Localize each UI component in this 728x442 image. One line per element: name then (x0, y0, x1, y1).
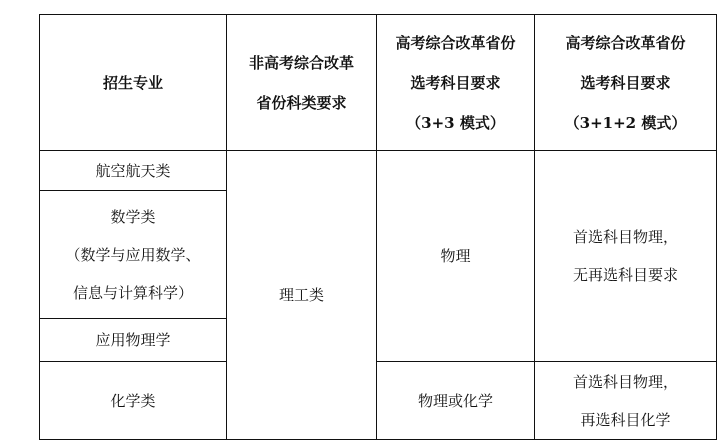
header-reform-3-3 (377, 15, 535, 151)
header-line: 省份科类要求 (256, 93, 347, 112)
header-line: （3+1+2 模式） (564, 113, 687, 132)
subject-requirements-table (39, 14, 717, 440)
reform-3-3-cell: 物理 (377, 151, 535, 362)
header-line: 选考科目要求 (410, 73, 501, 92)
header-line: 非高考综合改革 (248, 53, 354, 72)
table-row (40, 151, 717, 191)
reform-3-1-2-cell: 首选科目物理， 再选科目化学 (535, 362, 717, 440)
header-reform-3-1-2 (535, 15, 717, 151)
header-line: （3+3 模式） (406, 113, 505, 132)
non-reform-cell: 理工类 (227, 151, 377, 440)
table-header-row (40, 15, 717, 151)
reform-3-3-cell: 物理或化学 (377, 362, 535, 440)
table-row (40, 362, 717, 440)
major-cell: 航空航天类 (40, 151, 227, 191)
reform-3-1-2-cell: 首选科目物理， 无再选科目要求 (535, 151, 717, 362)
major-cell: 化学类 (40, 362, 227, 440)
major-cell: 数学类 （数学与应用数学、 信息与计算科学） (40, 191, 227, 319)
header-line: 选考科目要求 (580, 73, 671, 92)
header-line: 高考综合改革省份 (565, 33, 686, 52)
header-non-reform (227, 15, 377, 151)
major-cell: 应用物理学 (40, 319, 227, 362)
header-major: 招生专业 (40, 15, 227, 151)
header-line: 高考综合改革省份 (395, 33, 516, 52)
